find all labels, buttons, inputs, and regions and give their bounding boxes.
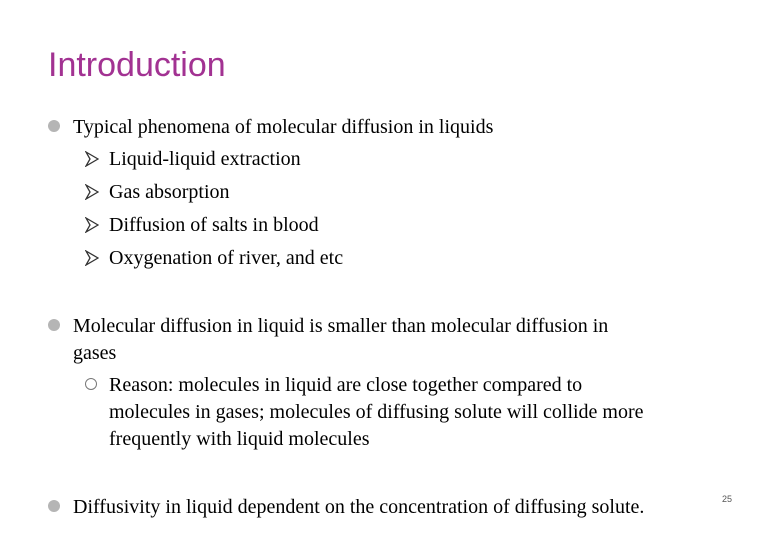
arrow-bullet-icon xyxy=(85,217,99,233)
bullet-dot-icon xyxy=(48,319,60,331)
bullet-dot-icon xyxy=(48,120,60,132)
sub-item-text: Oxygenation of river, and etc xyxy=(109,247,344,269)
bullet-dot-icon xyxy=(48,500,60,512)
bullet-text-line-2: gases xyxy=(73,342,117,364)
reason-line-2: molecules in gases; molecules of diffusing solute will collide more xyxy=(109,401,644,423)
circle-bullet-icon xyxy=(85,378,97,390)
reason-line-3: frequently with liquid molecules xyxy=(109,428,370,450)
arrow-bullet-icon xyxy=(85,250,99,266)
arrow-bullet-icon xyxy=(85,151,99,167)
sub-item-text: Diffusion of salts in blood xyxy=(109,214,319,236)
slide-title: Introduction xyxy=(48,46,226,84)
reason-line-1: Reason: molecules in liquid are close together compared to xyxy=(109,374,583,396)
sub-item-text: Liquid-liquid extraction xyxy=(109,148,301,170)
bullet-text-line-1: Molecular diffusion in liquid is smaller than molecular diffusion in xyxy=(73,315,609,337)
bullet-text: Diffusivity in liquid dependent on the concentration of diffusing solute. xyxy=(73,496,645,518)
bullet-text: Typical phenomena of molecular diffusion in liquids xyxy=(73,116,494,138)
arrow-bullet-icon xyxy=(85,184,99,200)
page-number: 25 xyxy=(722,494,733,504)
sub-item-text: Gas absorption xyxy=(109,181,230,203)
